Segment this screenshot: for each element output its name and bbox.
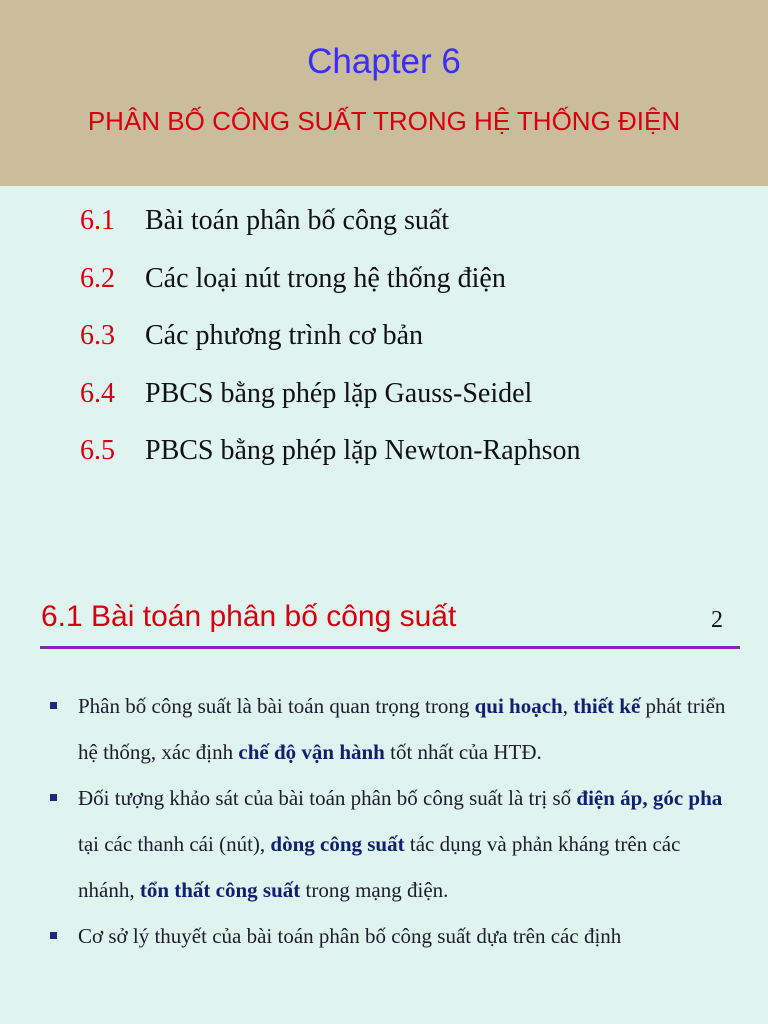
bullet-text: Cơ sở lý thuyết của bài toán phân bố công suất dựa trên các định <box>78 924 622 948</box>
section-title: 6.1 Bài toán phân bố công suất <box>41 600 457 633</box>
toc-number: 6.3 <box>80 320 115 351</box>
bullet-text: tại các thanh cái (nút), <box>78 832 271 856</box>
toc-title: PBCS bằng phép lặp Newton-Raphson <box>145 435 581 466</box>
bullet-list <box>48 683 738 959</box>
table-of-contents <box>80 205 581 493</box>
chapter-title: Chapter 6 <box>307 42 461 81</box>
bullet-emphasis: tổn thất công suất <box>139 878 301 902</box>
bullet-text: phát triển hệ thống, xác định <box>78 694 726 764</box>
toc-item <box>80 320 581 378</box>
toc-item <box>80 263 581 321</box>
toc-item <box>80 205 581 263</box>
toc-item <box>80 378 581 436</box>
toc-title: Bài toán phân bố công suất <box>145 205 450 236</box>
bullet-emphasis: thiết kế <box>573 694 641 718</box>
toc-number: 6.1 <box>80 205 115 236</box>
toc-number: 6.5 <box>80 435 115 466</box>
page-number: 2 <box>711 607 723 633</box>
section-divider <box>40 646 740 649</box>
bullet-emphasis: chế độ vận hành <box>238 740 385 764</box>
toc-title: PBCS bằng phép lặp Gauss-Seidel <box>145 377 533 409</box>
bullet-text: Phân bố công suất là bài toán quan trọng trong <box>78 694 475 718</box>
square-bullet-icon <box>50 702 57 709</box>
toc-number: 6.2 <box>80 262 115 294</box>
bullet-text: Đối tượng khảo sát của bài toán phân bố công suất là trị số <box>78 786 577 810</box>
bullet-emphasis: điện áp, góc pha <box>576 786 723 810</box>
toc-title: Các phương trình cơ bản <box>145 320 424 351</box>
toc-item <box>80 435 581 493</box>
bullet-emphasis: dòng công suất <box>270 832 405 856</box>
bullet-text: tác dụng và phản kháng trên các nhánh, <box>78 832 681 902</box>
bullet-emphasis: qui hoạch <box>474 694 563 718</box>
toc-number: 6.4 <box>80 377 115 409</box>
bullet-item <box>48 683 738 775</box>
chapter-header <box>0 0 768 186</box>
bullet-item <box>48 913 738 959</box>
square-bullet-icon <box>50 794 57 801</box>
chapter-subtitle: PHÂN BỐ CÔNG SUẤT TRONG HỆ THỐNG ĐIỆN <box>87 106 681 136</box>
bullet-text: tốt nhất của HTĐ. <box>384 740 542 764</box>
toc-title: Các loại nút trong hệ thống điện <box>145 262 506 294</box>
square-bullet-icon <box>50 932 57 939</box>
bullet-text: , <box>562 694 574 718</box>
bullet-text: trong mạng điện. <box>300 878 449 902</box>
bullet-item <box>48 775 738 913</box>
